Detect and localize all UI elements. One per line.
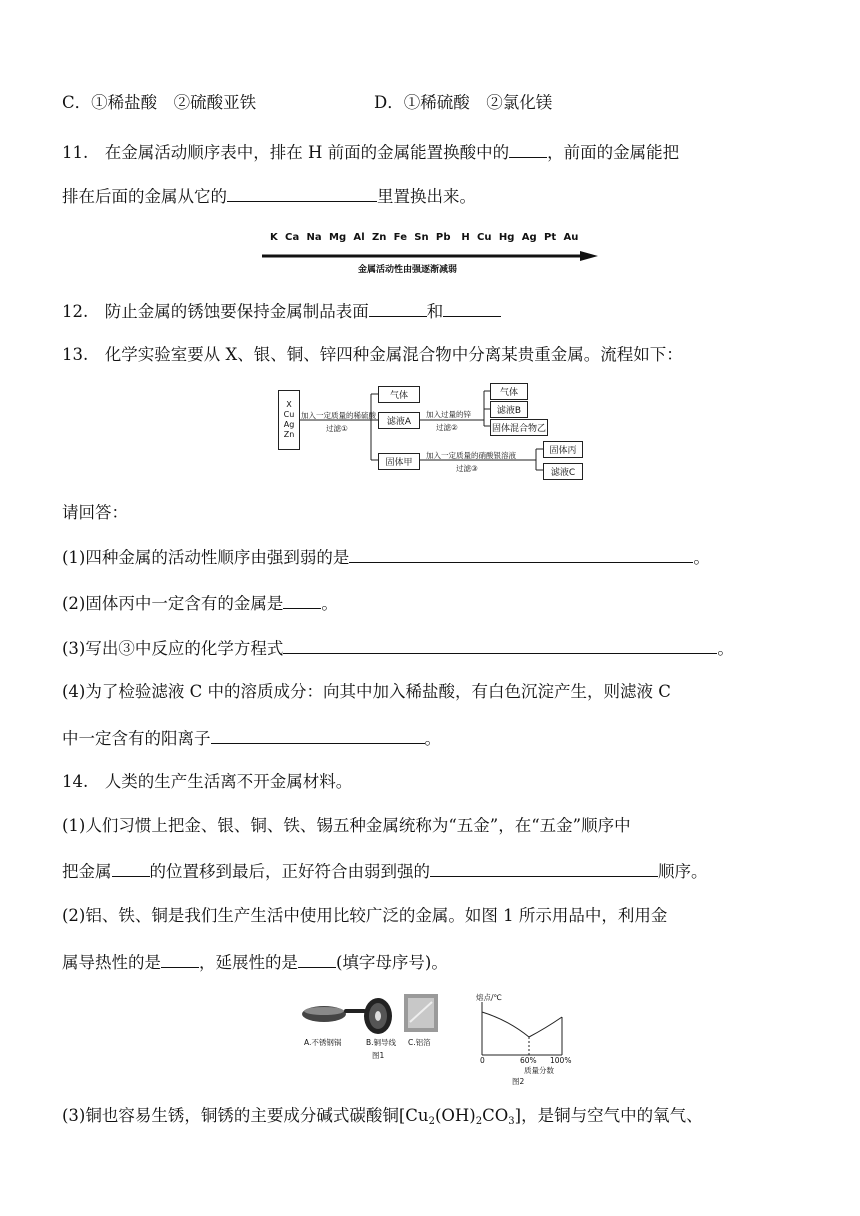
- aluminum-foil-icon: [402, 992, 442, 1034]
- step3-reagent: 加入一定质量的硝酸银溶液: [426, 451, 516, 460]
- step2-reagent: 加入过量的锌: [426, 410, 471, 419]
- melting-point-plot: [476, 1000, 586, 1060]
- answer-blank[interactable]: [369, 302, 427, 317]
- solid-a-box: 固体甲: [378, 453, 420, 470]
- activity-series-labels: K Ca Na Mg Al Zn Fe Sn Pb H Cu Hg Ag Pt Au: [270, 232, 579, 243]
- answer-blank[interactable]: [283, 639, 717, 654]
- answer-blank[interactable]: [443, 302, 501, 317]
- answer-blank[interactable]: [430, 862, 658, 877]
- q10-option-d: D．①稀硫酸 ②氯化镁: [374, 93, 553, 112]
- answer-blank[interactable]: [161, 953, 199, 968]
- copper-wire-spool-icon: [358, 994, 398, 1038]
- q13-part3: (3)写出③中反应的化学方程式 。: [62, 639, 734, 658]
- x-axis-label: 质量分数: [524, 1066, 554, 1075]
- y-axis-label: 熔点/℃: [476, 993, 502, 1002]
- answer-blank[interactable]: [211, 729, 425, 744]
- wok-icon: [300, 1000, 366, 1034]
- figure-1: [298, 990, 468, 1062]
- filtrate-a-box: 滤液A: [378, 412, 420, 429]
- filtrate-c-box: 滤液C: [543, 463, 583, 480]
- q12-line: 12. 防止金属的锈蚀要保持金属制品表面 和: [62, 302, 501, 321]
- step2-filter: 过滤②: [436, 423, 458, 432]
- q10-option-c: C．①稀盐酸 ②硫酸亚铁: [62, 93, 257, 112]
- filtrate-b-box: 滤液B: [490, 401, 528, 418]
- answer-prompt: 请回答：: [62, 503, 128, 522]
- q11-line1: 11. 在金属活动顺序表中，排在 H 前面的金属能置换酸中的 ，前面的金属能把: [62, 143, 680, 162]
- figure-2: [476, 990, 586, 1090]
- x-tick-0: 0: [480, 1056, 485, 1065]
- figure-2-caption: 图2: [512, 1077, 525, 1086]
- solid-mixture-b-box: 固体混合物乙: [490, 419, 548, 436]
- activity-series-figure: [258, 228, 603, 276]
- separation-flowchart: [276, 380, 586, 484]
- answer-blank[interactable]: [298, 953, 336, 968]
- step1-reagent: 加入一定质量的稀硫酸: [301, 411, 376, 420]
- q13-part1: (1)四种金属的活动性顺序由强到弱的是 。: [62, 548, 710, 567]
- q13-stem: 13. 化学实验室要从 X、银、铜、锌四种金属混合物中分离某贵重金属。流程如下：: [62, 345, 683, 364]
- answer-blank[interactable]: [227, 187, 377, 202]
- solid-c-box: 固体丙: [543, 441, 583, 458]
- q13-part4-line2: 中一定含有的阳离子 。: [62, 729, 441, 748]
- q11-line2: 排在后面的金属从它的 里置换出来。: [62, 187, 476, 206]
- q14-part1-line1: (1)人们习惯上把金、银、铜、铁、锡五种金属统称为“五金”，在“五金”顺序中: [62, 816, 631, 835]
- figure-1-caption: 图1: [372, 1051, 385, 1060]
- x-tick-60: 60%: [520, 1056, 537, 1065]
- gas-box-2: 气体: [490, 383, 528, 400]
- q14-part1-line2: 把金属 的位置移到最后，正好符合由弱到强的 顺序。: [62, 862, 708, 881]
- q14-part2-line1: (2)铝、铁、铜是我们生产生活中使用比较广泛的金属。如图 1 所示用品中，利用金: [62, 906, 668, 925]
- answer-blank[interactable]: [349, 548, 693, 563]
- step3-filter: 过滤③: [456, 464, 478, 473]
- answer-blank[interactable]: [509, 143, 547, 158]
- q13-part2: (2)固体丙中一定含有的金属是 。: [62, 594, 338, 613]
- q13-part4-line1: (4)为了检验滤液 C 中的溶质成分：向其中加入稀盐酸，有白色沉淀产生，则滤液 C: [62, 682, 671, 701]
- step1-filter: 过滤①: [326, 424, 348, 433]
- label-c: C.铝箔: [408, 1038, 431, 1047]
- answer-blank[interactable]: [283, 594, 321, 609]
- q14-part3-line1: (3)铜也容易生锈，铜锈的主要成分碱式碳酸铜$[Cu_2(OH)_2CO_3]$，是铜与空气中的氧气、: [62, 1106, 703, 1127]
- label-a: A.不锈钢锅: [304, 1038, 342, 1047]
- label-b: B.铜导线: [366, 1038, 397, 1047]
- x-tick-100: 100%: [550, 1056, 572, 1065]
- arrow-label: 金属活动性由强逐渐减弱: [358, 265, 458, 275]
- q14-part2-line2: 属导热性的是 ，延展性的是 (填字母序号)。: [62, 953, 448, 972]
- gas-box-1: 气体: [378, 386, 420, 403]
- q14-stem: 14. 人类的生产生活离不开金属材料。: [62, 772, 353, 791]
- answer-blank[interactable]: [112, 862, 150, 877]
- metal-mixture-box: X Cu Ag Zn: [278, 390, 300, 450]
